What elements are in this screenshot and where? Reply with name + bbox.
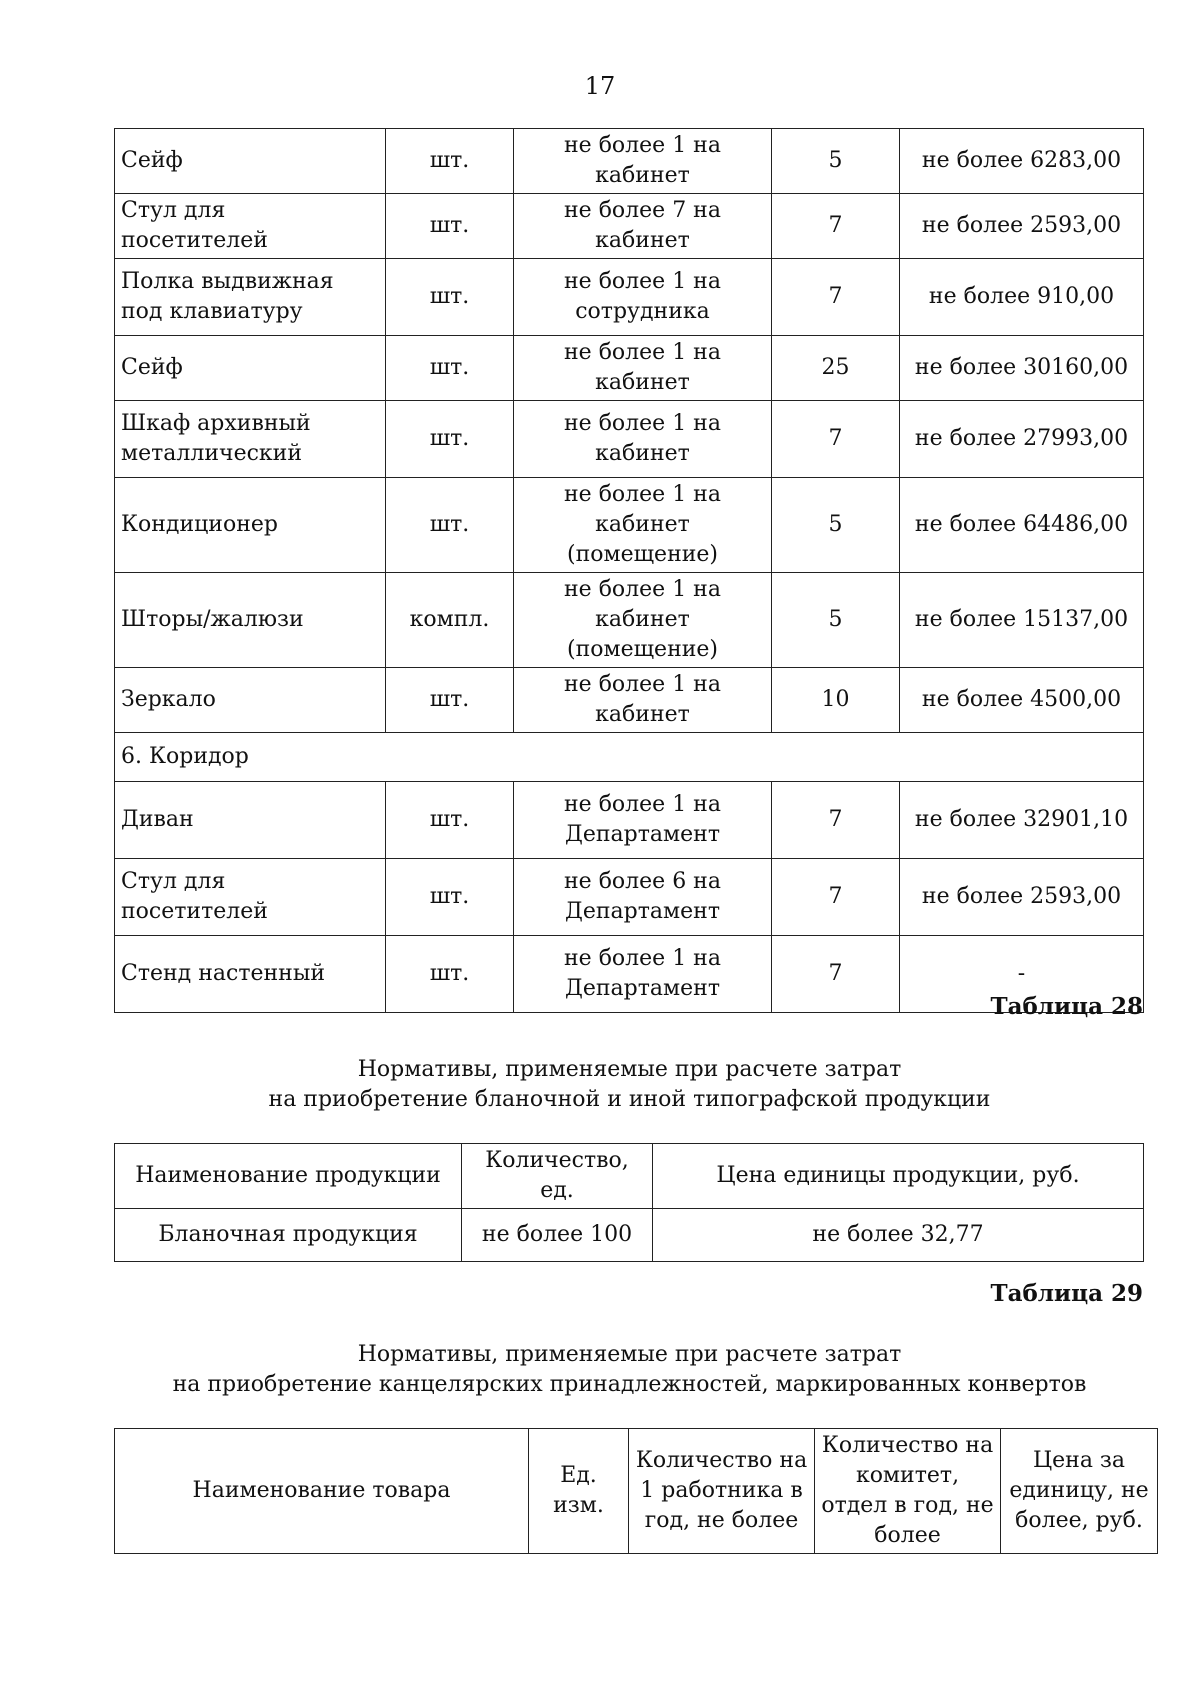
cell-name: Стенд настенный xyxy=(115,936,386,1013)
cell-norm: не более 7 на кабинет xyxy=(514,194,772,259)
table-29-label: Таблица 29 xyxy=(990,1280,1143,1307)
cell-norm: не более 1 на кабинет xyxy=(514,668,772,733)
cell-term: 25 xyxy=(772,336,900,401)
cell-price: - xyxy=(900,936,1144,1013)
table-28-caption xyxy=(0,1055,1200,1115)
table-29-header-per-worker: Количество на 1 работника в год, не более xyxy=(629,1429,815,1554)
table-row xyxy=(115,401,1144,478)
cell-price: не более 64486,00 xyxy=(900,478,1144,573)
table-29-caption-line-2: на приобретение канцелярских принадлежностей, маркированных конвертов xyxy=(172,1372,1087,1397)
table-28-label: Таблица 28 xyxy=(990,993,1143,1020)
table-row xyxy=(115,259,1144,336)
cell-price: не более 32901,10 xyxy=(900,782,1144,859)
cell-norm: не более 1 на Департамент xyxy=(514,782,772,859)
cell-unit: шт. xyxy=(386,859,514,936)
cell-term: 7 xyxy=(772,859,900,936)
table-28-caption-line-2: на приобретение бланочной и иной типографской продукции xyxy=(268,1087,991,1112)
cell-unit: шт. xyxy=(386,259,514,336)
cell-name: Шторы/жалюзи xyxy=(115,573,386,668)
cell-name: Сейф xyxy=(115,336,386,401)
table-29-caption-line-1: Нормативы, применяемые при расчете затрат xyxy=(357,1342,902,1367)
table-29-caption xyxy=(0,1340,1200,1400)
cell-name: Шкаф архивный металлический xyxy=(115,401,386,478)
cell-unit: шт. xyxy=(386,936,514,1013)
cell-term: 7 xyxy=(772,401,900,478)
cell-unit: шт. xyxy=(386,478,514,573)
cell-name: Стул для посетителей xyxy=(115,194,386,259)
table-28-caption-line-1: Нормативы, применяемые при расчете затрат xyxy=(357,1057,902,1082)
table-row xyxy=(115,478,1144,573)
page-number: 17 xyxy=(584,72,616,100)
cell-price: не более 910,00 xyxy=(900,259,1144,336)
cell-name: Сейф xyxy=(115,129,386,194)
cell-unit: шт. xyxy=(386,194,514,259)
furniture-norms-table xyxy=(114,128,1144,1013)
table-28-cell-quantity: не более 100 xyxy=(462,1209,653,1262)
table-row xyxy=(115,129,1144,194)
cell-unit: шт. xyxy=(386,782,514,859)
furniture-norms-body xyxy=(115,129,1144,1013)
cell-name: Стул для посетителей xyxy=(115,859,386,936)
table-29-header-per-department: Количество на комитет, отдел в год, не более xyxy=(815,1429,1001,1554)
cell-unit: шт. xyxy=(386,336,514,401)
section-title: 6. Коридор xyxy=(115,733,1144,782)
cell-name: Зеркало xyxy=(115,668,386,733)
cell-term: 7 xyxy=(772,782,900,859)
cell-term: 7 xyxy=(772,936,900,1013)
table-29-header-price: Цена за единицу, не более, руб. xyxy=(1001,1429,1158,1554)
cell-price: не более 2593,00 xyxy=(900,194,1144,259)
table-28-cell-price: не более 32,77 xyxy=(653,1209,1144,1262)
table-row xyxy=(115,859,1144,936)
cell-unit: шт. xyxy=(386,401,514,478)
cell-norm: не более 1 на сотрудника xyxy=(514,259,772,336)
cell-price: не более 30160,00 xyxy=(900,336,1144,401)
cell-name: Полка выдвижная под клавиатуру xyxy=(115,259,386,336)
cell-norm: не более 1 на кабинет xyxy=(514,401,772,478)
table-row xyxy=(115,936,1144,1013)
table-29 xyxy=(114,1428,1158,1554)
cell-unit: компл. xyxy=(386,573,514,668)
cell-term: 10 xyxy=(772,668,900,733)
table-row xyxy=(115,782,1144,859)
cell-term: 5 xyxy=(772,129,900,194)
cell-norm: не более 1 на Департамент xyxy=(514,936,772,1013)
table-row xyxy=(115,194,1144,259)
table-row xyxy=(115,1209,1144,1262)
table-row xyxy=(115,336,1144,401)
table-28-header-name: Наименование продукции xyxy=(115,1144,462,1209)
cell-norm: не более 1 на кабинет (помещение) xyxy=(514,478,772,573)
cell-norm: не более 1 на кабинет xyxy=(514,336,772,401)
cell-name: Диван xyxy=(115,782,386,859)
cell-name: Кондиционер xyxy=(115,478,386,573)
table-29-header-unit: Ед. изм. xyxy=(529,1429,629,1554)
cell-term: 5 xyxy=(772,478,900,573)
cell-term: 7 xyxy=(772,194,900,259)
cell-term: 7 xyxy=(772,259,900,336)
section-row xyxy=(115,733,1144,782)
table-28-header-price: Цена единицы продукции, руб. xyxy=(653,1144,1144,1209)
cell-price: не более 15137,00 xyxy=(900,573,1144,668)
table-28-cell-name: Бланочная продукция xyxy=(115,1209,462,1262)
table-28-header-quantity: Количество, ед. xyxy=(462,1144,653,1209)
cell-term: 5 xyxy=(772,573,900,668)
table-28 xyxy=(114,1143,1144,1262)
table-29-header-row xyxy=(115,1429,1158,1554)
table-29-header-name: Наименование товара xyxy=(115,1429,529,1554)
cell-price: не более 27993,00 xyxy=(900,401,1144,478)
table-row xyxy=(115,573,1144,668)
cell-unit: шт. xyxy=(386,129,514,194)
cell-price: не более 2593,00 xyxy=(900,859,1144,936)
cell-unit: шт. xyxy=(386,668,514,733)
cell-price: не более 4500,00 xyxy=(900,668,1144,733)
cell-norm: не более 6 на Департамент xyxy=(514,859,772,936)
table-row xyxy=(115,668,1144,733)
cell-norm: не более 1 на кабинет (помещение) xyxy=(514,573,772,668)
cell-norm: не более 1 на кабинет xyxy=(514,129,772,194)
table-28-header-row xyxy=(115,1144,1144,1209)
cell-price: не более 6283,00 xyxy=(900,129,1144,194)
